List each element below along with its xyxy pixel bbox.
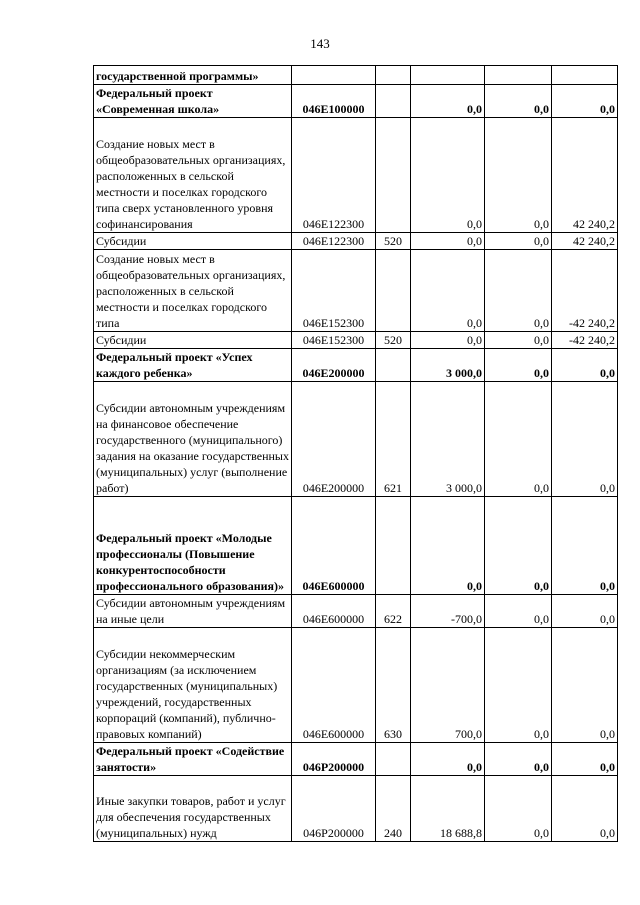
expense-type-cell: 240: [376, 776, 411, 842]
budget-table: [93, 65, 618, 842]
amount-3-cell: 0,0: [552, 776, 618, 842]
code-cell: 046E152300: [292, 250, 376, 332]
amount-3-cell: [552, 66, 618, 85]
table-row: [94, 233, 618, 250]
table-row: [94, 250, 618, 332]
name-cell: Федеральный проект «Успех каждого ребенка»: [94, 349, 292, 382]
amount-3-cell: 0,0: [552, 85, 618, 118]
table-row: [94, 497, 618, 595]
name-cell: Субсидии: [94, 233, 292, 250]
code-cell: 046E200000: [292, 382, 376, 497]
name-cell: Субсидии автономным учреждениям на финансовое обеспечение государственного (муниципального) задания на оказание государственных (муниципальных) услуг (выполнение работ): [94, 382, 292, 497]
amount-3-cell: 0,0: [552, 382, 618, 497]
table-row: [94, 118, 618, 233]
code-cell: 046E600000: [292, 628, 376, 743]
code-cell: 046E122300: [292, 118, 376, 233]
table-row: [94, 628, 618, 743]
code-cell: 046E122300: [292, 233, 376, 250]
expense-type-cell: [376, 349, 411, 382]
table-row: [94, 349, 618, 382]
amount-2-cell: 0,0: [485, 628, 552, 743]
expense-type-cell: [376, 250, 411, 332]
code-cell: 046E600000: [292, 497, 376, 595]
code-cell: 046P200000: [292, 776, 376, 842]
amount-1-cell: 0,0: [411, 497, 485, 595]
amount-3-cell: 0,0: [552, 595, 618, 628]
table-row: [94, 743, 618, 776]
amount-3-cell: -42 240,2: [552, 332, 618, 349]
table-row: [94, 382, 618, 497]
amount-2-cell: 0,0: [485, 332, 552, 349]
amount-3-cell: 0,0: [552, 349, 618, 382]
amount-1-cell: [411, 66, 485, 85]
name-cell: Субсидии автономным учреждениям на иные цели: [94, 595, 292, 628]
amount-3-cell: 0,0: [552, 628, 618, 743]
amount-3-cell: 42 240,2: [552, 233, 618, 250]
amount-2-cell: 0,0: [485, 743, 552, 776]
amount-1-cell: -700,0: [411, 595, 485, 628]
expense-type-cell: [376, 66, 411, 85]
expense-type-cell: 520: [376, 332, 411, 349]
amount-1-cell: 0,0: [411, 250, 485, 332]
table-row: [94, 595, 618, 628]
expense-type-cell: [376, 118, 411, 233]
amount-2-cell: 0,0: [485, 776, 552, 842]
expense-type-cell: [376, 497, 411, 595]
amount-3-cell: 42 240,2: [552, 118, 618, 233]
code-cell: 046E152300: [292, 332, 376, 349]
amount-2-cell: 0,0: [485, 250, 552, 332]
name-cell: Федеральный проект «Содействие занятости»: [94, 743, 292, 776]
amount-1-cell: 0,0: [411, 118, 485, 233]
amount-2-cell: 0,0: [485, 595, 552, 628]
amount-2-cell: 0,0: [485, 382, 552, 497]
amount-2-cell: 0,0: [485, 233, 552, 250]
budget-table-body: [94, 66, 618, 842]
table-row: [94, 85, 618, 118]
amount-2-cell: 0,0: [485, 497, 552, 595]
name-cell: Федеральный проект «Молодые профессионалы (Повышение конкурентоспособности профессионального образования)»: [94, 497, 292, 595]
amount-1-cell: 0,0: [411, 743, 485, 776]
page-number: 143: [310, 36, 330, 51]
amount-2-cell: 0,0: [485, 85, 552, 118]
name-cell: Создание новых мест в общеобразовательных организациях, расположенных в сельской местности и поселках городского типа: [94, 250, 292, 332]
amount-1-cell: 3 000,0: [411, 349, 485, 382]
expense-type-cell: [376, 85, 411, 118]
amount-1-cell: 0,0: [411, 332, 485, 349]
name-cell: Иные закупки товаров, работ и услуг для обеспечения государственных (муниципальных) нужд: [94, 776, 292, 842]
amount-3-cell: 0,0: [552, 743, 618, 776]
code-cell: [292, 66, 376, 85]
amount-2-cell: 0,0: [485, 118, 552, 233]
amount-1-cell: 3 000,0: [411, 382, 485, 497]
table-row: [94, 66, 618, 85]
name-cell: государственной программы»: [94, 66, 292, 85]
amount-1-cell: 700,0: [411, 628, 485, 743]
code-cell: 046E200000: [292, 349, 376, 382]
expense-type-cell: 621: [376, 382, 411, 497]
expense-type-cell: 520: [376, 233, 411, 250]
expense-type-cell: 622: [376, 595, 411, 628]
expense-type-cell: 630: [376, 628, 411, 743]
code-cell: 046P200000: [292, 743, 376, 776]
amount-1-cell: 18 688,8: [411, 776, 485, 842]
code-cell: 046E600000: [292, 595, 376, 628]
name-cell: Федеральный проект «Современная школа»: [94, 85, 292, 118]
table-row: [94, 776, 618, 842]
amount-2-cell: 0,0: [485, 349, 552, 382]
amount-3-cell: -42 240,2: [552, 250, 618, 332]
name-cell: Субсидии некоммерческим организациям (за исключением государственных (муниципальных) учреждений, государственных корпораций (компаний), публично-правовых компаний): [94, 628, 292, 743]
name-cell: Субсидии: [94, 332, 292, 349]
amount-1-cell: 0,0: [411, 233, 485, 250]
table-row: [94, 332, 618, 349]
expense-type-cell: [376, 743, 411, 776]
amount-2-cell: [485, 66, 552, 85]
code-cell: 046E100000: [292, 85, 376, 118]
amount-1-cell: 0,0: [411, 85, 485, 118]
name-cell: Создание новых мест в общеобразовательных организациях, расположенных в сельской местности и поселках городского типа сверх установленного уровня софинансирования: [94, 118, 292, 233]
amount-3-cell: 0,0: [552, 497, 618, 595]
